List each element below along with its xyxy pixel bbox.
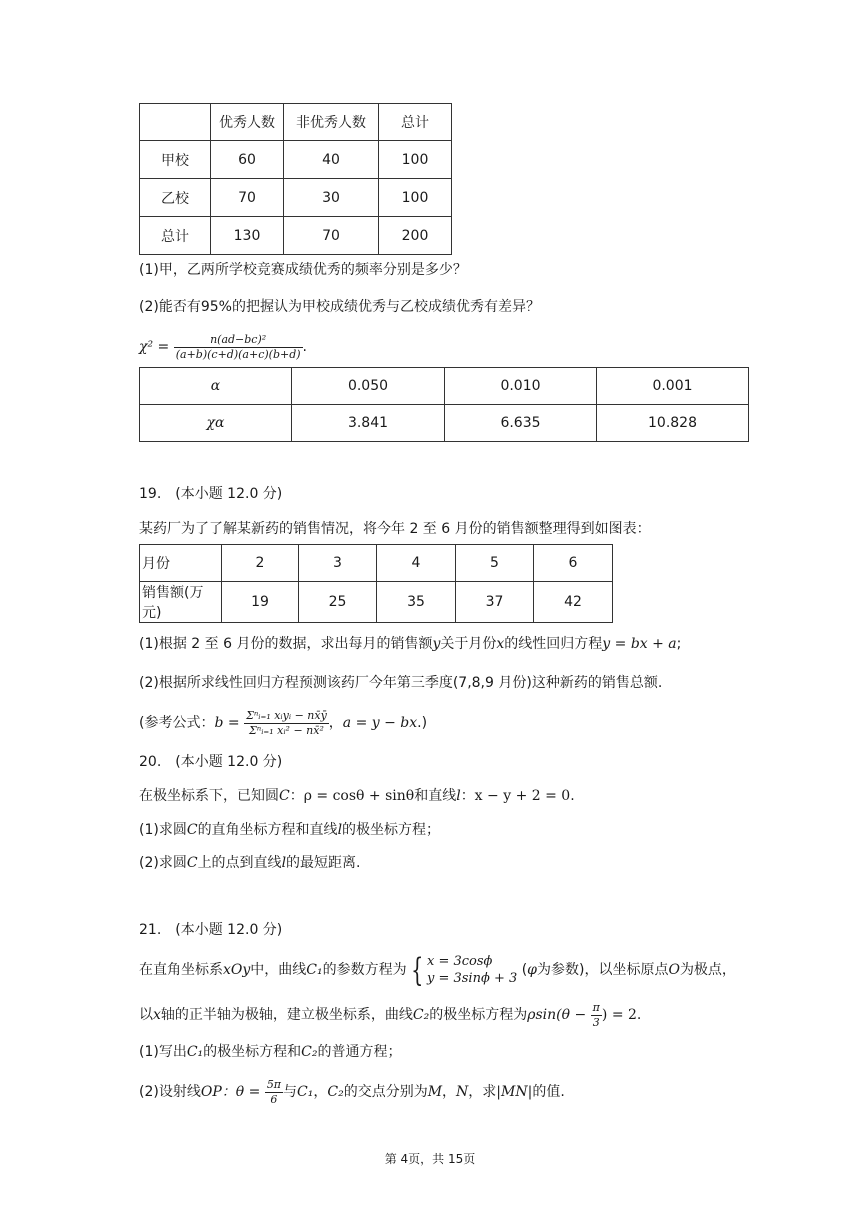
q19-reference-formula: (参考公式：b = $\frac{\text{Σⁿᵢ₌₁ xᵢyᵢ − nx̄ȳ}}{\text{Σⁿᵢ₌₁ xᵢ² − nx̄²}}$ ，a = y − bx.) [139, 708, 428, 737]
table-row [140, 217, 452, 255]
chi-square-formula: χ² = $\frac{\text{n(ad−bc)²}}{(a+b)(c+d)(a+c)(b+d)}$ . [139, 332, 307, 361]
table-cell: 37 [456, 582, 534, 623]
table-cell: 6 [534, 545, 613, 582]
table-cell: 70 [284, 217, 379, 255]
table-cell: χα [140, 405, 292, 442]
table-row [140, 104, 452, 141]
table-cell: 0.001 [597, 368, 749, 405]
table-cell: 4 [377, 545, 456, 582]
table-cell: 200 [379, 217, 452, 255]
q20-line1: 在极坐标系下，已知圆C：ρ = cosθ + sinθ和直线l：x − y + 2 = 0. [139, 788, 575, 804]
table-cell: 19 [222, 582, 299, 623]
table-cell: 40 [284, 141, 379, 179]
score-table [139, 103, 452, 255]
q21-header: 21. (本小题 12.0 分) [139, 922, 283, 938]
table-row [140, 141, 452, 179]
q19-intro: 某药厂为了了解某新药的销售情况，将今年 2 至 6 月份的销售额整理得到如图表： [139, 521, 651, 537]
sales-table [139, 544, 613, 623]
table-cell: 42 [534, 582, 613, 623]
table-cell: 总计 [140, 217, 211, 255]
table-cell: 3 [299, 545, 377, 582]
table-cell: 130 [211, 217, 284, 255]
table-cell: 6.635 [445, 405, 597, 442]
table-cell: 非优秀人数 [284, 104, 379, 141]
table-cell: 60 [211, 141, 284, 179]
table-row [140, 582, 613, 623]
table-cell: 100 [379, 141, 452, 179]
table-cell: 35 [377, 582, 456, 623]
table-cell: 甲校 [140, 141, 211, 179]
table-cell: 10.828 [597, 405, 749, 442]
q19-part2: (2)根据所求线性回归方程预测该药厂今年第三季度(7,8,9 月份)这种新药的销售总额. [139, 675, 663, 691]
table-row [140, 545, 613, 582]
table-cell: 5 [456, 545, 534, 582]
table-cell: 30 [284, 179, 379, 217]
q18-part1: (1)甲，乙两所学校竞赛成绩优秀的频率分别是多少？ [139, 262, 467, 278]
table-cell [140, 104, 211, 141]
table-row [140, 405, 749, 442]
table-cell: 0.010 [445, 368, 597, 405]
table-cell: 100 [379, 179, 452, 217]
table-cell: 乙校 [140, 179, 211, 217]
table-cell: 总计 [379, 104, 452, 141]
q20-part1: (1)求圆C的直角坐标方程和直线l的极坐标方程； [139, 822, 441, 838]
q20-part2: (2)求圆C上的点到直线l的最短距离. [139, 855, 361, 871]
table-cell: 月份 [140, 545, 222, 582]
q19-header: 19. (本小题 12.0 分) [139, 486, 283, 502]
q18-part2: (2)能否有95%的把握认为甲校成绩优秀与乙校成绩优秀有差异？ [139, 299, 540, 315]
q19-part1: (1)根据 2 至 6 月份的数据，求出每月的销售额y关于月份x的线性回归方程y = bx + a; [139, 636, 682, 652]
table-cell: 优秀人数 [211, 104, 284, 141]
table-cell: α [140, 368, 292, 405]
q21-part2: (2)设射线OP：θ = $\frac{5\pi}{6}$ 与C₁，C₂的交点分别为M，N，求|MN|的值. [139, 1077, 565, 1106]
q20-header: 20. (本小题 12.0 分) [139, 754, 283, 770]
table-cell: 2 [222, 545, 299, 582]
table-row [140, 368, 749, 405]
q21-line2: 以x轴的正半轴为极轴，建立极坐标系，曲线C₂的极坐标方程为ρsin(θ − $\frac{\pi}{3}$ ) = 2. [139, 1000, 642, 1029]
brace-icon: { [410, 951, 423, 989]
critical-value-table [139, 367, 749, 442]
page-footer: 第 4页，共 15页 [384, 1152, 476, 1166]
table-cell: 25 [299, 582, 377, 623]
table-row [140, 179, 452, 217]
table-cell: 3.841 [292, 405, 445, 442]
q21-part1: (1)写出C₁的极坐标方程和C₂的普通方程； [139, 1044, 402, 1060]
table-cell: 0.050 [292, 368, 445, 405]
table-cell: 70 [211, 179, 284, 217]
q21-line1: 在直角坐标系xOy中，曲线C₁的参数方程为 { x = 3cosϕ y = 3sinϕ + 3 (φ为参数)，以坐标原点O为极点， [139, 951, 736, 989]
table-cell: 销售额(万元) [140, 582, 222, 623]
